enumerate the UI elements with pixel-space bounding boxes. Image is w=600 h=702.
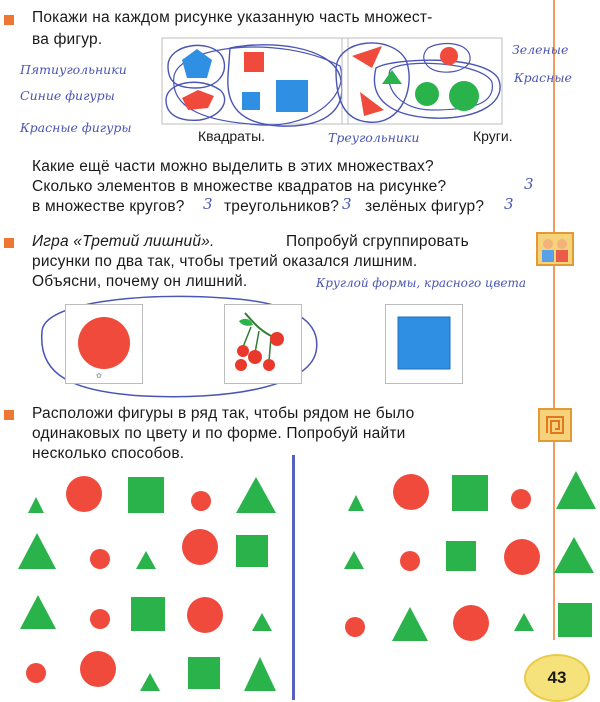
red-pentagon — [182, 90, 214, 110]
grid-shape — [28, 497, 44, 513]
question-line1: Какие ещё части можно выделить в этих множествах? — [32, 158, 434, 175]
red-triangle-bottom — [360, 92, 384, 116]
blue-square-large — [276, 80, 308, 112]
task3-bullet — [4, 410, 14, 420]
question-line3-triangles: треугольников? — [224, 198, 340, 215]
green-circle-small — [415, 82, 439, 106]
game-icon — [536, 232, 574, 266]
svg-text:✿: ✿ — [96, 373, 102, 380]
grid-shape — [453, 605, 489, 641]
question-line3-green: зелёных фигур? — [365, 198, 485, 215]
figure-set-squares — [160, 36, 350, 132]
question-line2: Сколько элементов в множестве квадратов на рисунке? — [32, 178, 447, 195]
task2-line2: рисунки по два так, чтобы третий оказался лишним. — [32, 253, 418, 270]
label-green: Зеленые — [512, 42, 569, 57]
grid-shape — [252, 613, 272, 631]
grid-shape — [18, 533, 56, 569]
grid-shape — [187, 597, 223, 633]
grid-shape — [66, 476, 102, 512]
shape-grid-left — [0, 465, 290, 700]
grid-shape — [446, 541, 476, 571]
grid-shape — [131, 597, 165, 631]
answer-squares: 3 — [524, 175, 534, 193]
grid-shape — [344, 551, 364, 569]
red-triangle-top — [352, 46, 382, 68]
task3-line2: одинаковых по цвету и по форме. Попробуй найти — [32, 425, 406, 442]
green-circle-large — [449, 81, 479, 111]
grid-shape — [20, 595, 56, 629]
grid-shape — [140, 673, 160, 691]
grid-shape — [236, 535, 268, 567]
grid-shape — [554, 537, 594, 573]
grid-shape — [136, 551, 156, 569]
grid-shape — [452, 475, 488, 511]
task3-line1: Расположи фигуры в ряд так, чтобы рядом не было — [32, 405, 415, 422]
grid-shape — [244, 657, 276, 691]
grid-shape — [400, 551, 420, 571]
page-number: 43 — [547, 668, 567, 687]
grid-shape — [345, 617, 365, 637]
set-frame — [162, 38, 348, 124]
grid-shape — [511, 489, 531, 509]
task2-handwritten-answer: Круглой формы, красного цвета — [316, 276, 526, 290]
grid-shape — [90, 609, 110, 629]
grid-shape — [556, 471, 596, 509]
grid-shape — [80, 651, 116, 687]
spiral-icon — [538, 408, 572, 442]
grid-shape — [393, 474, 429, 510]
task1-line2: ва фигур. — [32, 31, 103, 48]
task2-line1-game: Игра «Третий лишний». — [32, 233, 215, 250]
grid-shape — [392, 607, 428, 641]
blue-pentagon — [182, 49, 212, 78]
label-red: Красные — [514, 70, 572, 85]
answer-triangles: 3 — [342, 195, 352, 213]
shapes-divider — [292, 455, 295, 700]
answer-green: 3 — [504, 195, 514, 213]
grid-shape — [558, 603, 592, 637]
red-square — [244, 52, 264, 72]
task1-bullet — [4, 15, 14, 25]
grid-shape — [26, 663, 46, 683]
task2-line3: Объясни, почему он лишний. — [32, 273, 248, 290]
label-red-figures: Красные фигуры — [20, 120, 132, 135]
grid-shape — [514, 613, 534, 631]
card-berries — [224, 304, 302, 384]
grid-shape — [191, 491, 211, 511]
grid-shape — [188, 657, 220, 689]
green-triangle — [382, 70, 402, 84]
label-blue-figures: Синие фигуры — [20, 88, 115, 103]
card-red-circle — [65, 304, 143, 384]
task2-line1-rest: Попробуй сгруппировать — [286, 233, 469, 250]
caption-circles: Круги. — [473, 128, 513, 144]
grid-shape — [182, 529, 218, 565]
task1-line1: Покажи на каждом рисунке указанную часть множест- — [32, 9, 433, 26]
grid-shape — [236, 477, 276, 513]
task3-line3: несколько способов. — [32, 445, 185, 462]
red-circle — [440, 47, 458, 65]
blue-square-picture — [386, 305, 462, 383]
card-blue-square — [385, 304, 463, 384]
berries-picture — [225, 305, 301, 383]
blue-square-small — [242, 92, 260, 110]
grid-shape — [504, 539, 540, 575]
question-line3-circles: в множестве кругов? — [32, 198, 185, 215]
label-pentagons: Пятиугольники — [20, 62, 127, 77]
red-circle-picture — [66, 305, 142, 383]
task2-bullet — [4, 238, 14, 248]
answer-circles: 3 — [203, 195, 213, 213]
caption-squares: Квадраты. — [198, 128, 266, 144]
grid-shape — [90, 549, 110, 569]
grid-shape — [128, 477, 164, 513]
label-triangles: Треугольники — [328, 130, 420, 145]
grid-shape — [348, 495, 364, 511]
figure-set-circles — [332, 30, 512, 134]
